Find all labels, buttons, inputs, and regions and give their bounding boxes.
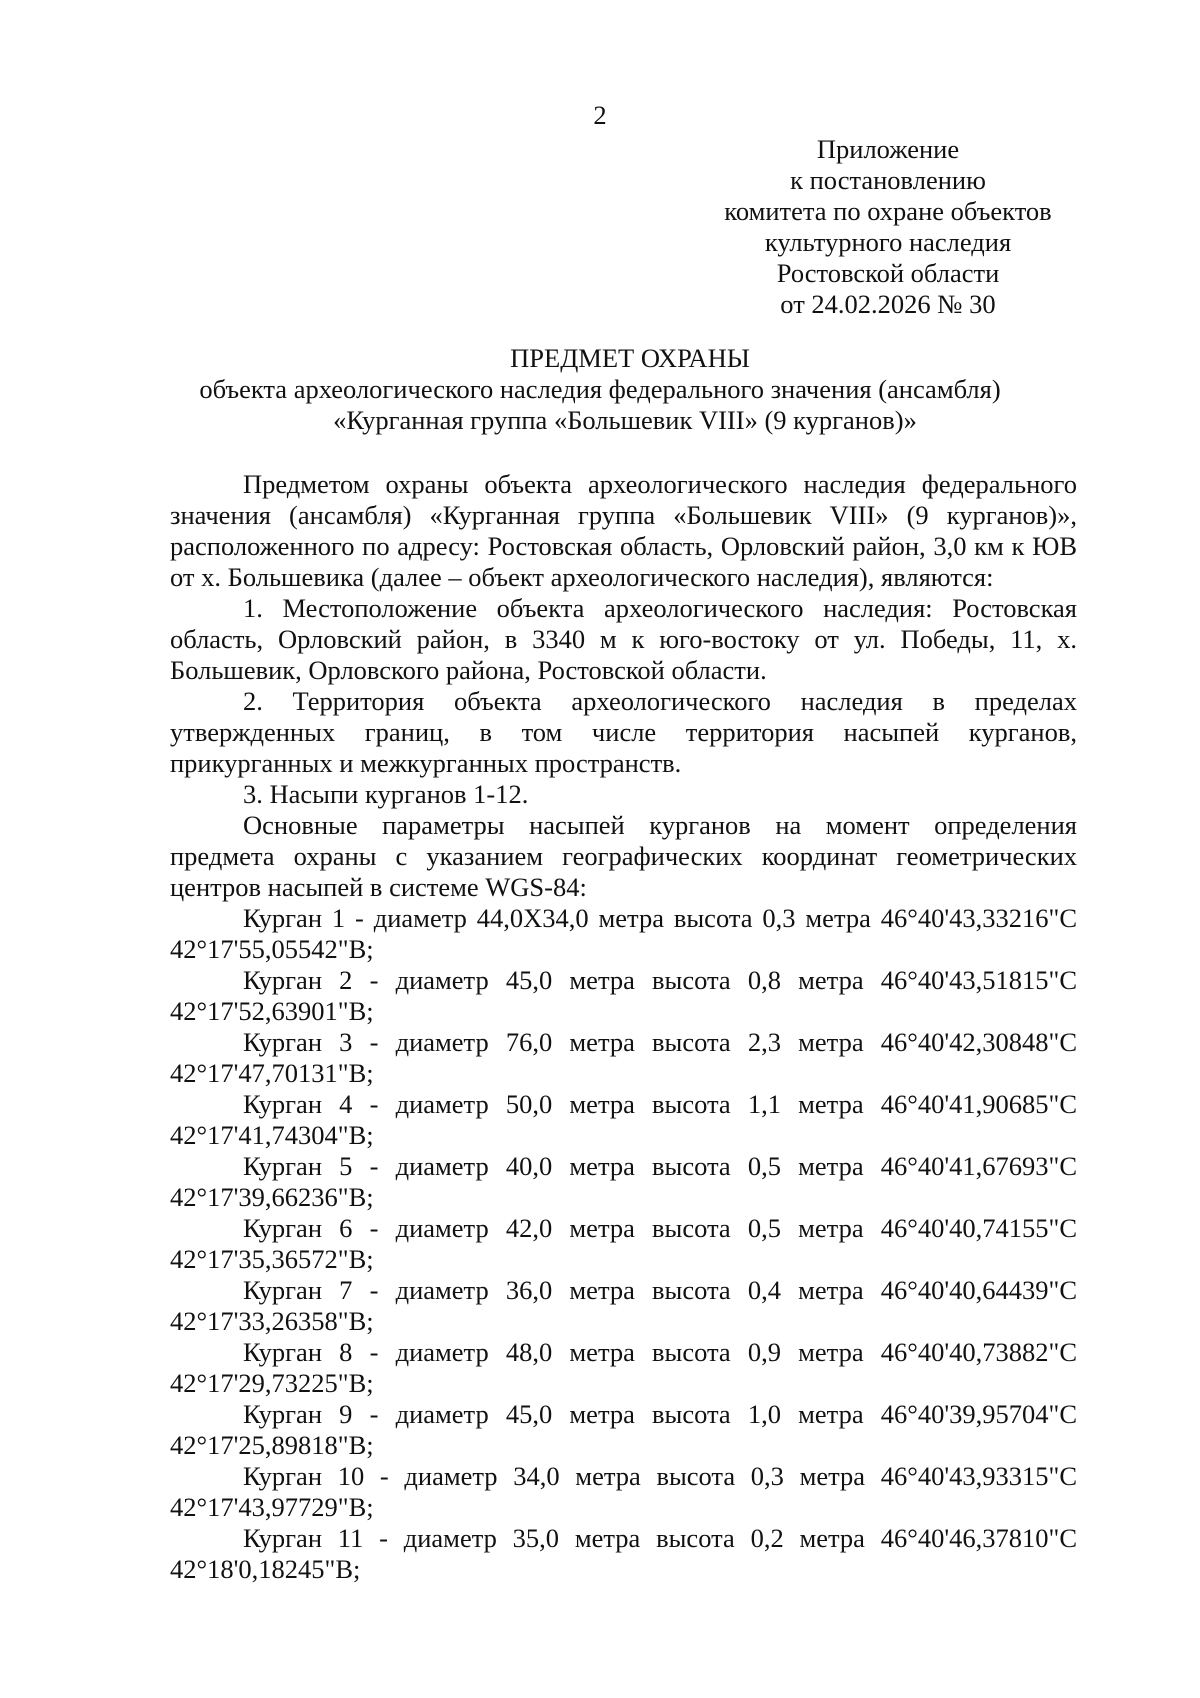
- document-heading: [0, 343, 1200, 436]
- barrow-entry: Курган 9 - диаметр 45,0 метра высота 1,0 метра 46°40'39,95704"С 42°17'25,89818"В;: [170, 1399, 1077, 1460]
- barrow-entry: Курган 6 - диаметр 42,0 метра высота 0,5 метра 46°40'40,74155"С 42°17'35,36572"В;: [170, 1213, 1077, 1274]
- appendix-line: Приложение: [816, 134, 960, 164]
- barrow-entry: Курган 5 - диаметр 40,0 метра высота 0,5 метра 46°40'41,67693"С 42°17'39,66236"В;: [170, 1151, 1077, 1212]
- item-location: 1. Местоположение объекта археологического наследия: Ростовская область, Орловский район, в 3340 м к юго-востоку от ул. Победы, 11, х. Большевик, Орловского района, Ростовской области.: [170, 593, 1077, 685]
- intro-paragraph: Предметом охраны объекта археологического наследия федерального значения (ансамбля) «Курганная группа «Большевик VIII» (9 курганов)», расположенного по адресу: Ростовская область, Орловский район, 3,0 км к ЮВ от х. Большевика (далее – объект археологического наследия), являются:: [170, 469, 1077, 592]
- heading-object-name: «Курганная группа «Большевик VIII» (9 курганов)»: [333, 405, 917, 435]
- document-body: [170, 469, 1077, 1585]
- appendix-line: Ростовской области: [776, 258, 1000, 288]
- heading-subtitle: объекта археологического наследия федерального значения (ансамбля): [199, 374, 1001, 404]
- barrow-entry: Курган 2 - диаметр 45,0 метра высота 0,8 метра 46°40'43,51815"С 42°17'52,63901"В;: [170, 965, 1077, 1026]
- barrow-entry: Курган 11 - диаметр 35,0 метра высота 0,2 метра 46°40'46,37810"С 42°18'0,18245"В;: [170, 1523, 1077, 1584]
- page-number: 2: [593, 100, 607, 130]
- barrow-entry: Курган 10 - диаметр 34,0 метра высота 0,3 метра 46°40'43,93315"С 42°17'43,97729"В;: [170, 1461, 1077, 1522]
- appendix-block: [723, 134, 1053, 320]
- item-territory: 2. Территория объекта археологического наследия в пределах утвержденных границ, в том числе территория насыпей курганов, прикурганных и межкурганных пространств.: [170, 686, 1077, 778]
- barrow-entry: Курган 7 - диаметр 36,0 метра высота 0,4 метра 46°40'40,64439"С 42°17'33,26358"В;: [170, 1275, 1077, 1336]
- barrow-entry: Курган 8 - диаметр 48,0 метра высота 0,9 метра 46°40'40,73882"С 42°17'29,73225"В;: [170, 1337, 1077, 1398]
- appendix-line: культурного наследия: [764, 227, 1012, 257]
- appendix-line: от 24.02.2026 № 30: [780, 289, 996, 319]
- barrow-entry: Курган 3 - диаметр 76,0 метра высота 2,3 метра 46°40'42,30848"С 42°17'47,70131"В;: [170, 1027, 1077, 1088]
- barrow-list: [170, 903, 1077, 1585]
- appendix-line: к постановлению: [790, 165, 986, 195]
- parameters-intro: Основные параметры насыпей курганов на момент определения предмета охраны с указанием географических координат геометрических центров насыпей в системе WGS-84:: [170, 810, 1077, 902]
- heading-title: ПРЕДМЕТ ОХРАНЫ: [510, 343, 750, 373]
- barrow-entry: Курган 1 - диаметр 44,0Х34,0 метра высота 0,3 метра 46°40'43,33216"С 42°17'55,05542"В;: [170, 903, 1077, 964]
- item-mounds: 3. Насыпи курганов 1-12.: [243, 779, 529, 809]
- barrow-entry: Курган 4 - диаметр 50,0 метра высота 1,1 метра 46°40'41,90685"С 42°17'41,74304"В;: [170, 1089, 1077, 1150]
- appendix-line: комитета по охране объектов: [724, 196, 1052, 226]
